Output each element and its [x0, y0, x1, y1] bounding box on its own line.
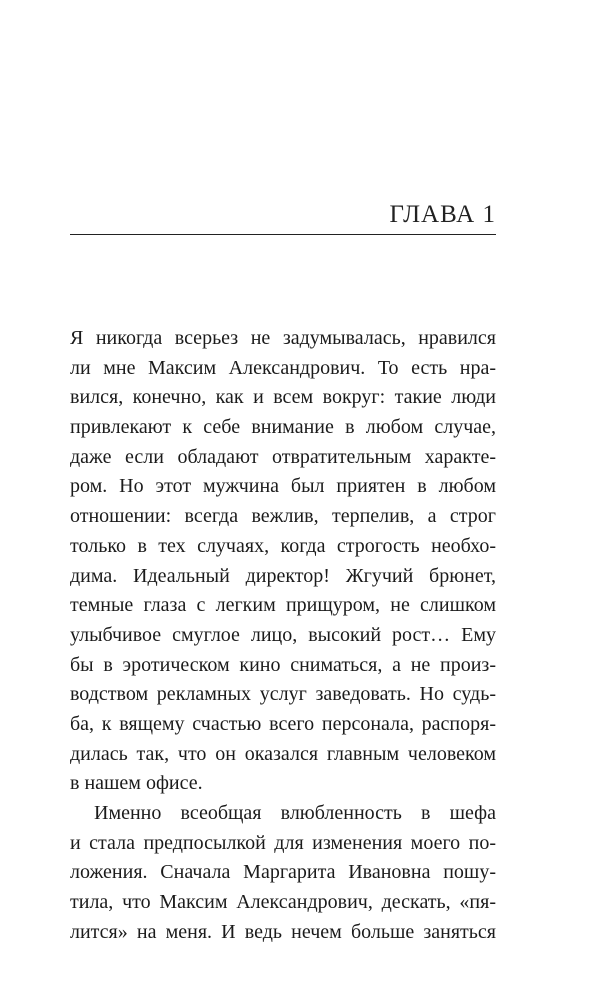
text-line: тила, что Максим Александрович, дескать, «пя-: [70, 891, 496, 914]
text-line: лится» на меня. И ведь нечем больше заняться: [70, 920, 496, 943]
chapter-divider: [70, 234, 496, 235]
text-line: ба, к вящему счастью всего персонала, распоря-: [70, 712, 496, 735]
paragraph-first-line: Именно всеобщая влюбленность в шефа: [94, 802, 496, 824]
text-line: бы в эротическом кино сниматься, а не произ-: [70, 653, 496, 676]
text-line: дилась так, что он оказался главным человеком: [70, 742, 496, 765]
text-line: Я никогда всерьез не задумывалась, нравился: [70, 327, 496, 349]
text-line: привлекают к себе внимание в любом случае,: [70, 416, 496, 439]
text-line: ром. Но этот мужчина был приятен в любом: [70, 475, 496, 498]
text-line: отношении: всегда вежлив, терпелив, а строг: [70, 505, 496, 528]
text-line: ли мне Максим Александрович. То есть нра-: [70, 356, 496, 379]
chapter-title: ГЛАВА 1: [389, 201, 496, 228]
text-line: вился, конечно, как и всем вокруг: такие люди: [70, 386, 496, 409]
text-line: дима. Идеальный директор! Жгучий брюнет,: [70, 564, 496, 587]
paragraph-last-line: в нашем офисе.: [70, 772, 203, 795]
chapter-body: [70, 324, 496, 947]
text-line: улыбчивое смуглое лицо, высокий рост… Ему: [70, 623, 496, 646]
text-line: только в тех случаях, когда строгость необхо-: [70, 534, 496, 557]
text-line: водством рекламных услуг заведовать. Но судь-: [70, 683, 496, 706]
text-line: и стала предпосылкой для изменения моего по-: [70, 831, 496, 854]
chapter-header: [70, 200, 496, 235]
text-line: даже если обладают отвратительным характе-: [70, 445, 496, 468]
text-line: темные глаза с легким прищуром, не слишком: [70, 594, 496, 617]
text-line: ложения. Сначала Маргарита Ивановна пошу-: [70, 861, 496, 884]
